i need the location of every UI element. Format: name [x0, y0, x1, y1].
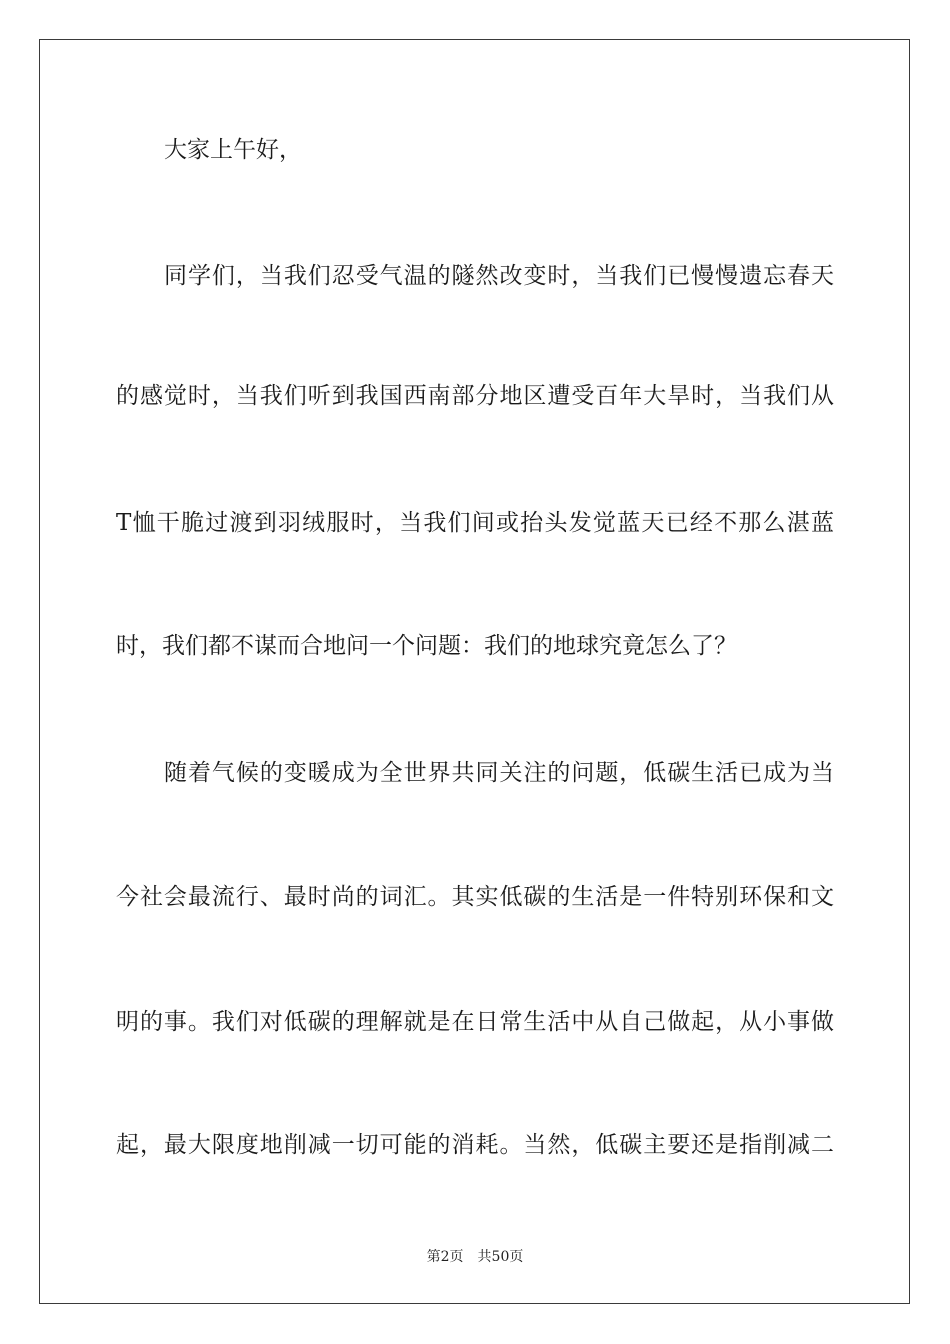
page-number: 第2页: [426, 1249, 464, 1265]
page-total: 共50页: [477, 1249, 524, 1265]
page-footer: [0, 1248, 950, 1266]
paragraph-1-line-1: 同学们，当我们忍受气温的隧然改变时，当我们已慢慢遗忘春天: [164, 263, 834, 289]
paragraph-2-line-3: 明的事。我们对低碳的理解就是在日常生活中从自己做起，从小事做: [116, 1009, 834, 1035]
paragraph-2-line-1: 随着气候的变暖成为全世界共同关注的问题，低碳生活已成为当: [164, 760, 834, 786]
paragraph-2-line-4: 起，最大限度地削减一切可能的消耗。当然，低碳主要还是指削减二: [116, 1132, 834, 1158]
greeting-line: 大家上午好，: [164, 137, 302, 163]
paragraph-1-line-3: T恤干脆过渡到羽绒服时，当我们间或抬头发觉蓝天已经不那么湛蓝: [116, 510, 834, 536]
paragraph-2-line-2: 今社会最流行、最时尚的词汇。其实低碳的生活是一件特别环保和文: [116, 884, 834, 910]
page-border: [39, 39, 910, 1304]
paragraph-1-line-4: 时，我们都不谋而合地问一个问题：我们的地球究竟怎么了？: [116, 633, 737, 659]
paragraph-1-line-2: 的感觉时，当我们听到我国西南部分地区遭受百年大旱时，当我们从: [116, 383, 834, 409]
